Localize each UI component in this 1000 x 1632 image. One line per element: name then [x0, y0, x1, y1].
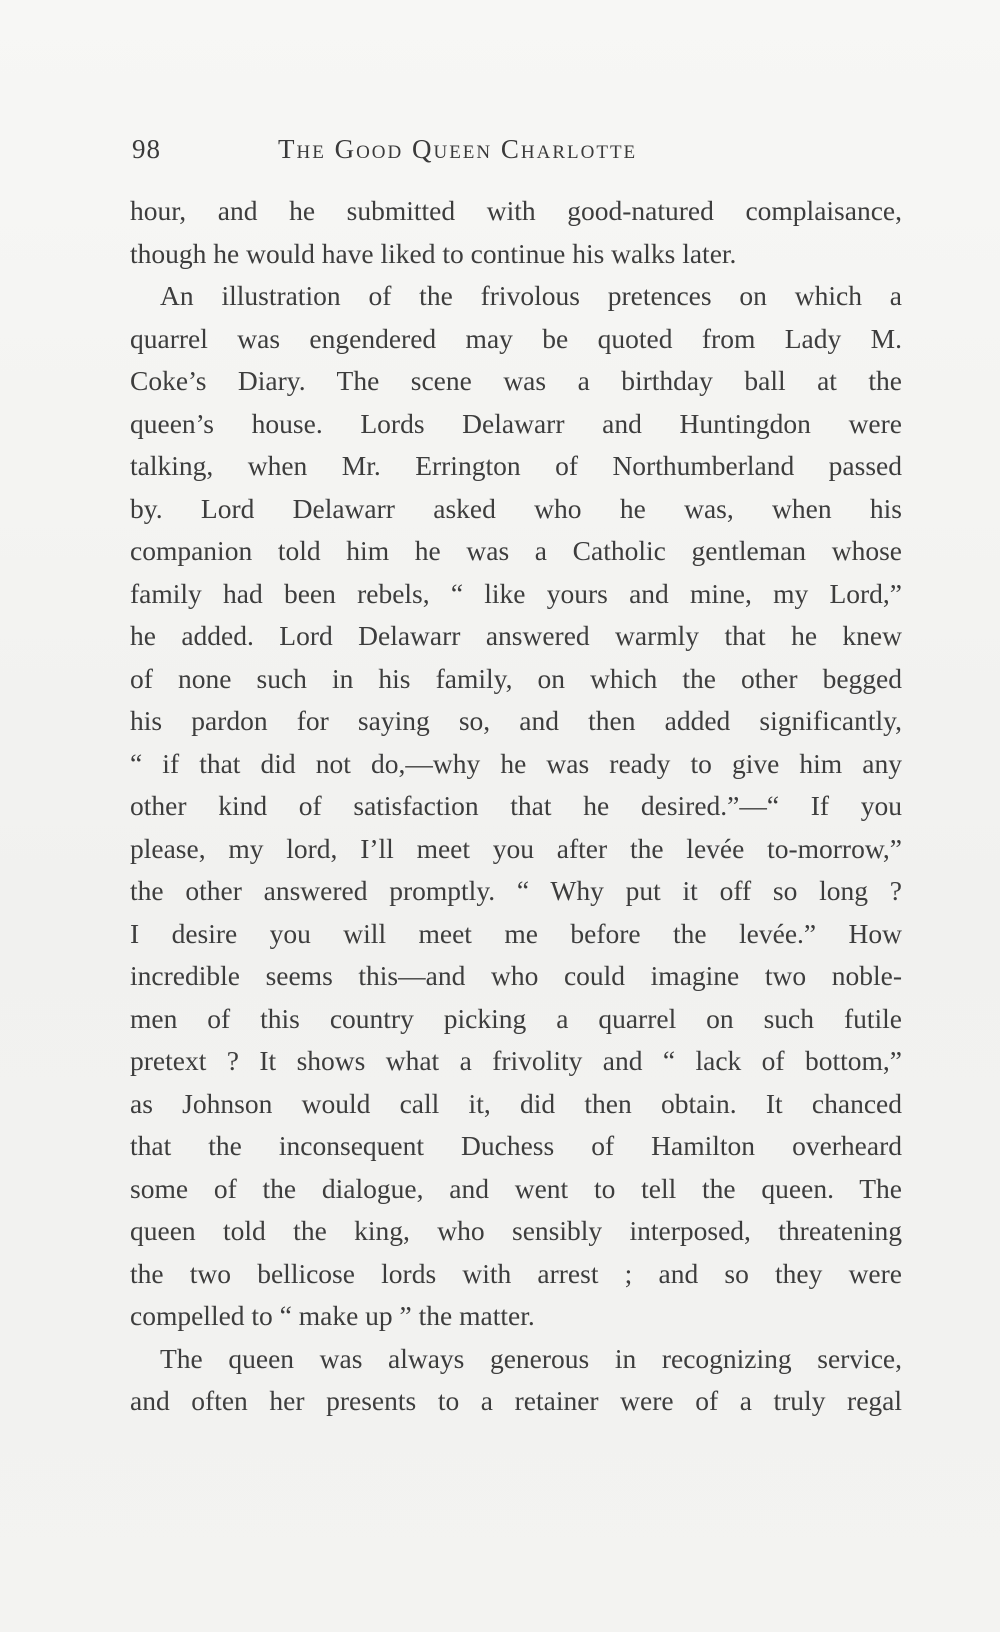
text-line: talking, when Mr. Errington of Northumberland passed	[130, 450, 902, 481]
text-line: quarrel was engendered may be quoted from Lady M.	[130, 322, 902, 354]
book-title: The Good Queen Charlotte	[278, 134, 638, 164]
body-text	[130, 190, 902, 1423]
text-line: though he would have liked to continue his walks later.	[130, 237, 737, 269]
text-line: Coke’s Diary. The scene was a birthday ball at the	[130, 365, 902, 396]
text-line: companion told him he was a Catholic gentleman whose	[130, 535, 902, 566]
text-line: men of this country picking a quarrel on such futile	[130, 1002, 902, 1034]
page-number: 98	[132, 134, 161, 164]
text-line: pretext ? It shows what a frivolity and “ lack of bottom,”	[130, 1045, 902, 1076]
text-line: other kind of satisfaction that he desired.”—“ If you	[130, 790, 902, 821]
text-line: the other answered promptly. “ Why put it off so long ?	[130, 875, 902, 906]
paragraph-start-line: The queen was always generous in recognizing service,	[160, 1342, 902, 1374]
text-line: please, my lord, I’ll meet you after the levée to-morrow,”	[130, 832, 902, 864]
text-line: his pardon for saying so, and then added significantly,	[130, 705, 902, 736]
text-line: family had been rebels, “ like yours and mine, my Lord,”	[130, 577, 902, 609]
paragraph-start-line: An illustration of the frivolous pretences on which a	[160, 280, 902, 311]
text-line: and often her presents to a retainer were of a truly regal	[130, 1385, 902, 1416]
text-line: that the inconsequent Duchess of Hamilton overheard	[130, 1130, 902, 1161]
text-line: he added. Lord Delawarr answered warmly that he knew	[130, 620, 902, 651]
text-line: hour, and he submitted with good-natured complaisance,	[130, 195, 902, 226]
text-line: some of the dialogue, and went to tell the queen. The	[130, 1172, 902, 1204]
text-line: as Johnson would call it, did then obtain. It chanced	[130, 1087, 902, 1119]
text-line: compelled to “ make up ” the matter.	[130, 1300, 535, 1331]
text-line: incredible seems this—and who could imagine two noble-	[130, 960, 902, 991]
text-line: I desire you will meet me before the levée.” How	[130, 917, 902, 949]
text-line: the two bellicose lords with arrest ; and so they were	[130, 1257, 902, 1289]
text-line: queen’s house. Lords Delawarr and Huntingdon were	[130, 407, 902, 439]
text-line: queen told the king, who sensibly interposed, threatening	[130, 1215, 902, 1246]
text-line: of none such in his family, on which the other begged	[130, 662, 902, 694]
text-line: by. Lord Delawarr asked who he was, when his	[130, 492, 902, 524]
text-line: “ if that did not do,—why he was ready to give him any	[130, 747, 902, 779]
running-head	[132, 134, 892, 174]
